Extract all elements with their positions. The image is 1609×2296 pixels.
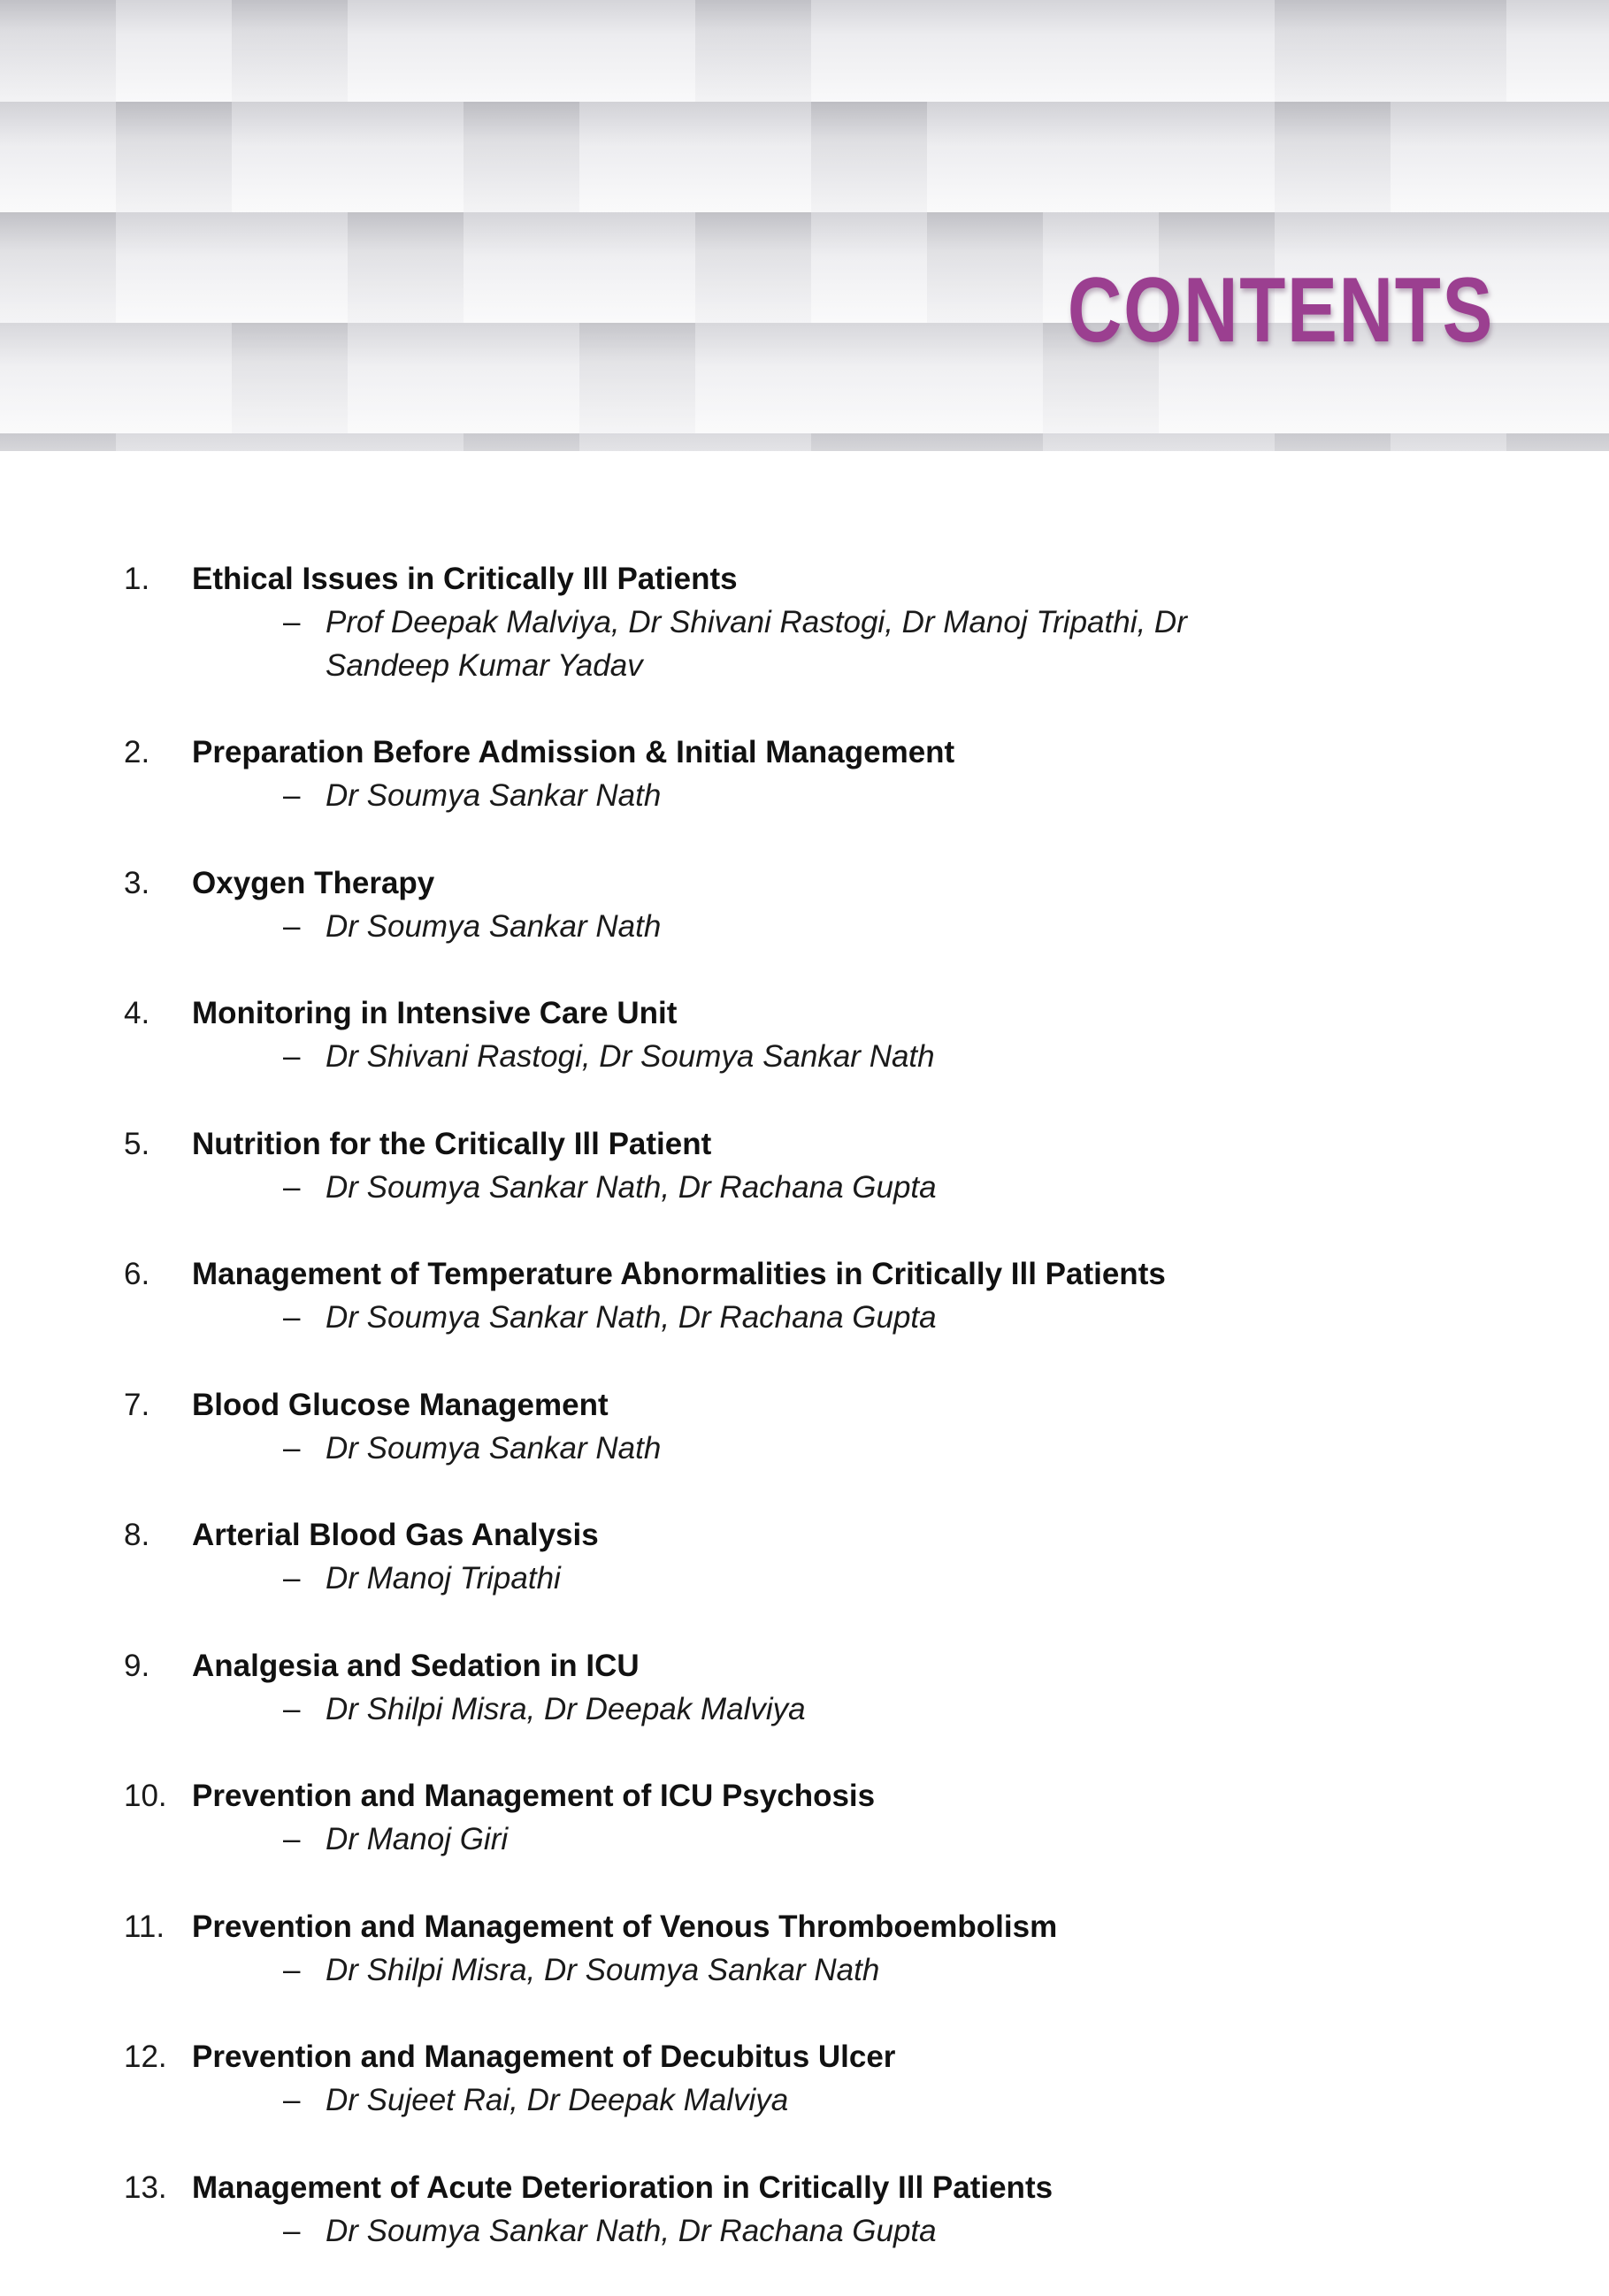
chapter-title: Ethical Issues in Critically Ill Patients bbox=[192, 557, 738, 601]
toc-entry bbox=[0, 2035, 1609, 2166]
chapter-number: 6. bbox=[124, 1252, 149, 1296]
dash-separator: – bbox=[283, 905, 300, 948]
chapter-title: Monitoring in Intensive Care Unit bbox=[192, 991, 677, 1035]
toc-entry bbox=[0, 991, 1609, 1122]
toc-entry bbox=[0, 1774, 1609, 1905]
chapter-number: 12. bbox=[124, 2035, 167, 2078]
dash-separator: – bbox=[283, 1296, 300, 1339]
dash-separator: – bbox=[283, 1035, 300, 1078]
dash-separator: – bbox=[283, 1427, 300, 1470]
table-of-contents bbox=[0, 557, 1609, 2296]
dash-separator: – bbox=[283, 1166, 300, 1209]
chapter-number: 1. bbox=[124, 557, 149, 601]
chapter-authors: Dr Soumya Sankar Nath bbox=[326, 905, 1254, 948]
chapter-title: Prevention and Management of Venous Thromboembolism bbox=[192, 1905, 1057, 1948]
dash-separator: – bbox=[283, 601, 300, 644]
dash-separator: – bbox=[283, 2209, 300, 2253]
chapter-number: 10. bbox=[124, 1774, 167, 1818]
chapter-number: 4. bbox=[124, 991, 149, 1035]
dash-separator: – bbox=[283, 1688, 300, 1731]
toc-entry bbox=[0, 1252, 1609, 1383]
dash-separator: – bbox=[283, 1818, 300, 1861]
chapter-authors: Dr Soumya Sankar Nath bbox=[326, 774, 1254, 817]
chapter-title: Blood Glucose Management bbox=[192, 1383, 609, 1427]
toc-entry bbox=[0, 1122, 1609, 1253]
chapter-authors: Dr Shilpi Misra, Dr Deepak Malviya bbox=[326, 1688, 1254, 1731]
chapter-number: 11. bbox=[124, 1905, 165, 1948]
chapter-title: Nutrition for the Critically Ill Patient bbox=[192, 1122, 711, 1166]
chapter-title: Prevention and Management of Decubitus Ulcer bbox=[192, 2035, 895, 2078]
chapter-authors: Dr Manoj Tripathi bbox=[326, 1557, 1254, 1600]
dash-separator: – bbox=[283, 774, 300, 817]
chapter-title: Analgesia and Sedation in ICU bbox=[192, 1644, 640, 1688]
toc-entry bbox=[0, 1905, 1609, 2036]
chapter-title: Arterial Blood Gas Analysis bbox=[192, 1513, 599, 1557]
toc-entry bbox=[0, 557, 1609, 731]
dash-separator: – bbox=[283, 1557, 300, 1600]
chapter-authors: Dr Sujeet Rai, Dr Deepak Malviya bbox=[326, 2078, 1254, 2122]
checker-pattern bbox=[0, 0, 1609, 451]
chapter-authors: Dr Shilpi Misra, Dr Soumya Sankar Nath bbox=[326, 1948, 1254, 1992]
chapter-authors: Dr Soumya Sankar Nath, Dr Rachana Gupta bbox=[326, 1166, 1254, 1209]
toc-entry bbox=[0, 1644, 1609, 1775]
header-banner bbox=[0, 0, 1609, 451]
chapter-number: 5. bbox=[124, 1122, 149, 1166]
chapter-title: Preparation Before Admission & Initial Management bbox=[192, 731, 954, 774]
chapter-number: 8. bbox=[124, 1513, 149, 1557]
chapter-title: Prevention and Management of ICU Psychosis bbox=[192, 1774, 875, 1818]
chapter-title: Management of Acute Deterioration in Critically Ill Patients bbox=[192, 2166, 1053, 2209]
chapter-authors: Dr Soumya Sankar Nath bbox=[326, 1427, 1254, 1470]
toc-entry bbox=[0, 731, 1609, 861]
chapter-number: 9. bbox=[124, 1644, 149, 1688]
page-title: CONTENTS bbox=[1068, 258, 1494, 364]
chapter-number: 13. bbox=[124, 2166, 167, 2209]
toc-entry bbox=[0, 861, 1609, 992]
toc-entry bbox=[0, 1383, 1609, 1514]
chapter-authors: Dr Manoj Giri bbox=[326, 1818, 1254, 1861]
chapter-authors: Dr Soumya Sankar Nath, Dr Rachana Gupta bbox=[326, 2209, 1254, 2253]
chapter-number: 2. bbox=[124, 731, 149, 774]
chapter-number: 7. bbox=[124, 1383, 149, 1427]
chapter-authors: Dr Shivani Rastogi, Dr Soumya Sankar Nath bbox=[326, 1035, 1254, 1078]
chapter-title: Oxygen Therapy bbox=[192, 861, 434, 905]
dash-separator: – bbox=[283, 1948, 300, 1992]
dash-separator: – bbox=[283, 2078, 300, 2122]
toc-entry bbox=[0, 1513, 1609, 1644]
chapter-authors: Prof Deepak Malviya, Dr Shivani Rastogi, Dr Manoj Tripathi, Dr Sandeep Kumar Yadav bbox=[326, 601, 1201, 687]
chapter-authors: Dr Soumya Sankar Nath, Dr Rachana Gupta bbox=[326, 1296, 1254, 1339]
toc-entry bbox=[0, 2166, 1609, 2296]
chapter-title: Management of Temperature Abnormalities in Critically Ill Patients bbox=[192, 1252, 1166, 1296]
chapter-number: 3. bbox=[124, 861, 149, 905]
